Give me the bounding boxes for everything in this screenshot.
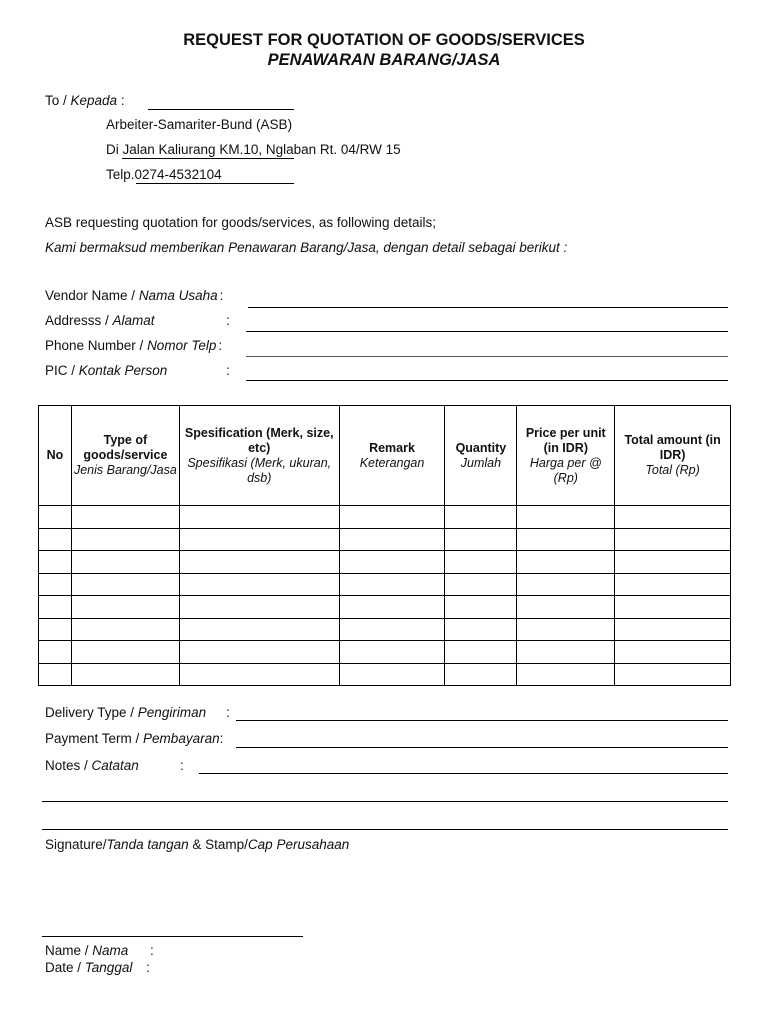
table-row — [39, 618, 731, 641]
vendor-name-label: Vendor Name / Nama Usaha : — [45, 288, 224, 303]
table-cell[interactable] — [339, 596, 445, 619]
recipient-address: Di Jalan Kaliurang KM.10, Nglaban Rt. 04/RW 15 — [106, 142, 401, 157]
table-cell[interactable] — [71, 596, 179, 619]
table-cell[interactable] — [179, 506, 339, 529]
vendor-address-colon: : — [226, 313, 230, 328]
intro-english: ASB requesting quotation for goods/services, as following details; — [45, 215, 436, 230]
to-label: To / Kepada : — [45, 93, 125, 108]
table-cell[interactable] — [615, 641, 731, 664]
table-cell[interactable] — [39, 618, 72, 641]
to-underline — [148, 109, 294, 110]
table-cell[interactable] — [39, 551, 72, 574]
table-cell[interactable] — [71, 528, 179, 551]
table-row — [39, 551, 731, 574]
quotation-table — [38, 405, 731, 686]
notes-label: Notes / Catatan — [45, 758, 139, 773]
intro-indonesian: Kami bermaksud memberikan Penawaran Barang/Jasa, dengan detail sebagai berikut : — [45, 240, 568, 255]
vendor-address-label: Addresss / Alamat — [45, 313, 155, 328]
table-body — [39, 506, 731, 686]
vendor-pic-field[interactable] — [246, 380, 728, 381]
phone-underline — [136, 183, 294, 184]
table-cell[interactable] — [71, 641, 179, 664]
table-cell[interactable] — [339, 506, 445, 529]
table-cell[interactable] — [179, 528, 339, 551]
table-cell[interactable] — [39, 506, 72, 529]
table-cell[interactable] — [339, 618, 445, 641]
table-cell[interactable] — [445, 663, 517, 686]
document-subtitle: PENAWARAN BARANG/JASA — [267, 51, 501, 69]
header-type: Type of goods/service Jenis Barang/Jasa — [71, 406, 179, 506]
delivery-type-colon: : — [226, 705, 230, 720]
table-cell[interactable] — [517, 528, 615, 551]
table-cell[interactable] — [339, 641, 445, 664]
header-specification: Spesification (Merk, size, etc) Spesifikasi (Merk, ukuran, dsb) — [179, 406, 339, 506]
table-cell[interactable] — [615, 551, 731, 574]
table-cell[interactable] — [445, 573, 517, 596]
table-cell[interactable] — [71, 573, 179, 596]
table-cell[interactable] — [71, 551, 179, 574]
table-cell[interactable] — [615, 618, 731, 641]
header-price-per-unit: Price per unit (in IDR) Harga per @ (Rp) — [517, 406, 615, 506]
table-row — [39, 506, 731, 529]
table-cell[interactable] — [517, 618, 615, 641]
table-cell[interactable] — [517, 641, 615, 664]
table-cell[interactable] — [615, 596, 731, 619]
table-cell[interactable] — [615, 506, 731, 529]
table-cell[interactable] — [339, 573, 445, 596]
table-cell[interactable] — [179, 618, 339, 641]
table-cell[interactable] — [517, 551, 615, 574]
table-cell[interactable] — [39, 596, 72, 619]
vendor-name-field[interactable] — [248, 307, 728, 308]
vendor-phone-field[interactable] — [246, 356, 728, 357]
table-cell[interactable] — [517, 506, 615, 529]
sign-name-colon: : — [150, 943, 154, 958]
vendor-address-field[interactable] — [246, 331, 728, 332]
table-cell[interactable] — [339, 551, 445, 574]
vendor-pic-label: PIC / Kontak Person — [45, 363, 168, 378]
sign-date-colon: : — [146, 960, 150, 975]
table-cell[interactable] — [615, 573, 731, 596]
table-cell[interactable] — [179, 551, 339, 574]
payment-term-field[interactable] — [236, 747, 728, 748]
table-cell[interactable] — [339, 528, 445, 551]
sign-date-label: Date / Tanggal — [45, 960, 133, 975]
table-cell[interactable] — [445, 506, 517, 529]
table-cell[interactable] — [339, 663, 445, 686]
sign-name-label: Name / Nama — [45, 943, 129, 958]
table-cell[interactable] — [445, 641, 517, 664]
table-cell[interactable] — [445, 596, 517, 619]
table-cell[interactable] — [445, 551, 517, 574]
table-row — [39, 641, 731, 664]
recipient-org: Arbeiter-Samariter-Bund (ASB) — [106, 117, 293, 132]
table-cell[interactable] — [445, 528, 517, 551]
table-cell[interactable] — [179, 596, 339, 619]
payment-term-label: Payment Term / Pembayaran: — [45, 731, 224, 746]
table-row — [39, 596, 731, 619]
table-cell[interactable] — [445, 618, 517, 641]
header-no: No — [39, 406, 72, 506]
table-row — [39, 573, 731, 596]
notes-colon: : — [180, 758, 184, 773]
signature-label: Signature/Tanda tangan & Stamp/Cap Perusahaan — [45, 837, 350, 852]
table-cell[interactable] — [39, 641, 72, 664]
vendor-pic-colon: : — [226, 363, 230, 378]
table-cell[interactable] — [179, 663, 339, 686]
table-header-row — [39, 406, 731, 506]
table-cell[interactable] — [517, 596, 615, 619]
document-title: REQUEST FOR QUOTATION OF GOODS/SERVICES — [183, 31, 585, 49]
delivery-type-field[interactable] — [236, 720, 728, 721]
signature-line[interactable] — [42, 936, 303, 937]
table-cell[interactable] — [39, 663, 72, 686]
table-cell[interactable] — [71, 663, 179, 686]
notes-line-3[interactable] — [42, 829, 728, 830]
table-cell[interactable] — [615, 663, 731, 686]
table-cell[interactable] — [71, 618, 179, 641]
recipient-phone: Telp.0274-4532104 — [106, 167, 222, 182]
table-cell[interactable] — [39, 573, 72, 596]
table-cell[interactable] — [615, 528, 731, 551]
delivery-type-label: Delivery Type / Pengiriman — [45, 705, 207, 720]
header-total-amount: Total amount (in IDR) Total (Rp) — [615, 406, 731, 506]
table-cell[interactable] — [39, 528, 72, 551]
table-cell[interactable] — [179, 573, 339, 596]
notes-field[interactable] — [199, 773, 728, 774]
header-quantity: Quantity Jumlah — [445, 406, 517, 506]
table-cell[interactable] — [71, 506, 179, 529]
notes-line-2[interactable] — [42, 801, 728, 802]
vendor-phone-label: Phone Number / Nomor Telp : — [45, 338, 223, 353]
table-cell[interactable] — [517, 663, 615, 686]
address-underline — [122, 158, 294, 159]
table-cell[interactable] — [179, 641, 339, 664]
table-row — [39, 528, 731, 551]
header-remark: Remark Keterangan — [339, 406, 445, 506]
table-cell[interactable] — [517, 573, 615, 596]
table-row — [39, 663, 731, 686]
